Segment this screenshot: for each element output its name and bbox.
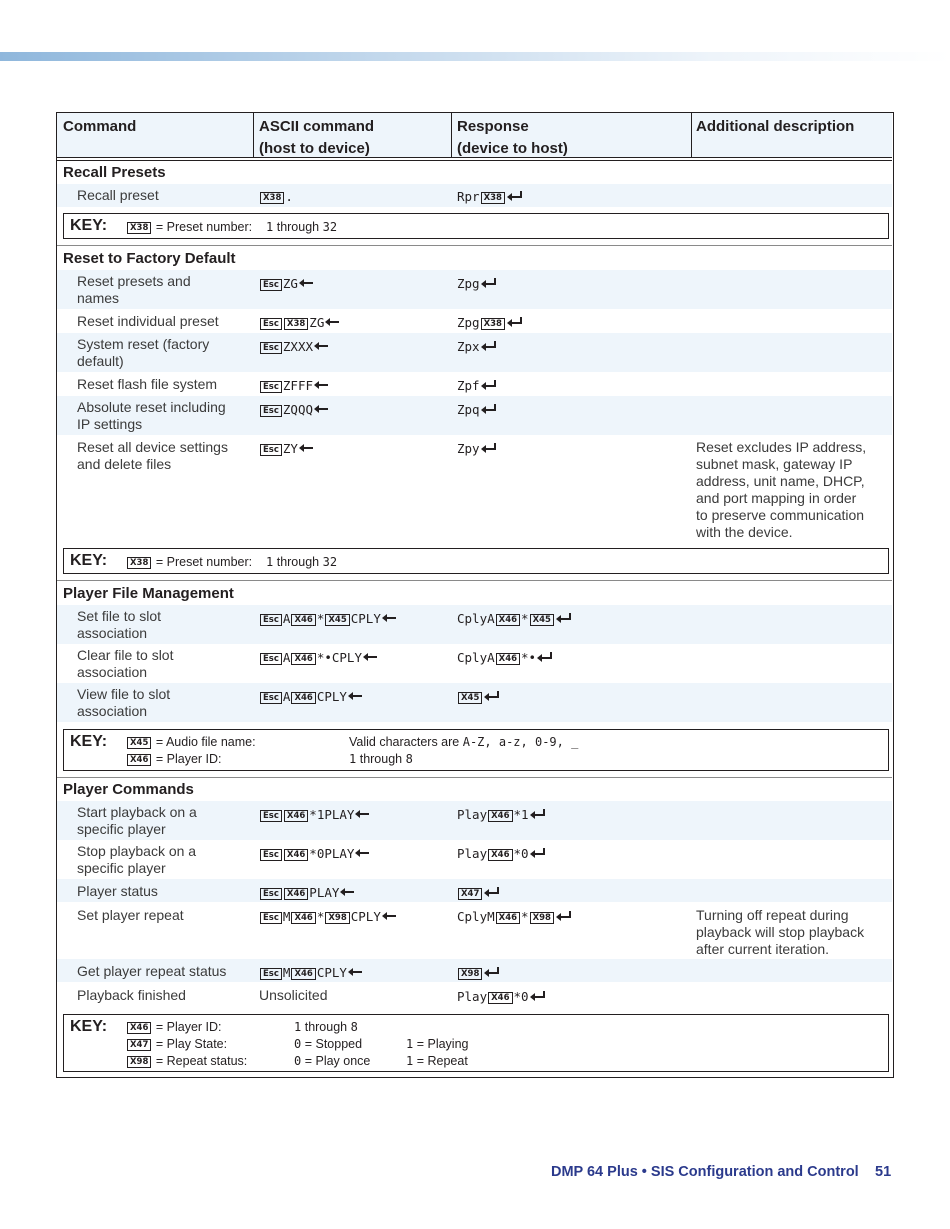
return-icon	[530, 809, 545, 819]
key-label: KEY:	[70, 1018, 108, 1035]
key-text: = Audio file name:	[155, 735, 256, 749]
row-start-playback-label: Start playback on a specific player	[77, 804, 197, 837]
return-icon	[484, 887, 499, 897]
var-x38: X38	[284, 318, 308, 330]
response-text: *	[521, 909, 529, 924]
description-reset-all: Reset excludes IP address, subnet mask, gateway IP address, unit name, DHCP, and port mapping in order to preserve communication with the device.	[696, 439, 867, 540]
key-value: 1	[349, 752, 357, 766]
var-x98: X98	[458, 968, 482, 980]
left-arrow-icon	[299, 444, 313, 452]
key-text: = Repeat status:	[155, 1054, 248, 1068]
response-playback-finished	[457, 988, 545, 1005]
ascii-text: PLAY	[309, 885, 340, 900]
var-x46: X46	[496, 912, 520, 924]
key-text: = Play State:	[155, 1037, 228, 1051]
var-x46: X46	[284, 849, 308, 861]
var-x98: X98	[127, 1056, 151, 1068]
key-value: 8	[405, 752, 413, 766]
esc-key: Esc	[260, 888, 282, 900]
var-x46: X46	[291, 912, 315, 924]
return-icon	[530, 991, 545, 1001]
response-text: Play	[457, 807, 488, 822]
row-reset-all-label: Reset all device settings and delete files	[77, 439, 228, 472]
ascii-clear-file-slot	[259, 649, 377, 666]
response-reset-flash	[457, 377, 496, 394]
esc-key: Esc	[260, 318, 282, 330]
var-x46: X46	[291, 653, 315, 665]
key-stopped	[294, 1036, 362, 1053]
var-x46: X46	[496, 653, 520, 665]
ascii-text: ZXXX	[282, 339, 314, 354]
row-get-player-repeat-label: Get player repeat status	[77, 963, 227, 979]
esc-key: Esc	[260, 849, 282, 861]
ascii-recall-preset	[259, 188, 293, 205]
var-x98: X98	[530, 912, 554, 924]
ascii-stop-playback	[259, 845, 369, 862]
ascii-reset-flash	[259, 377, 328, 394]
key-preset-range	[266, 219, 337, 236]
ascii-reset-all	[259, 440, 313, 457]
var-x46: X46	[127, 754, 151, 766]
key-text: = Preset number:	[155, 555, 253, 569]
response-text: Play	[457, 846, 488, 861]
response-text: CplyM	[457, 909, 495, 924]
response-set-player-repeat	[457, 908, 571, 925]
ascii-text: *	[316, 909, 325, 924]
key-text: = Stopped	[304, 1037, 363, 1051]
esc-key: Esc	[260, 810, 282, 822]
left-arrow-icon	[314, 405, 328, 413]
response-reset-individual	[457, 314, 522, 331]
response-get-player-repeat	[457, 964, 499, 981]
response-recall-preset	[457, 188, 522, 205]
ascii-text: *1PLAY	[309, 807, 355, 822]
response-text: Play	[457, 989, 488, 1004]
row-set-file-slot-label: Set file to slot association	[77, 608, 162, 641]
column-divider	[253, 113, 254, 157]
section-reset-factory-default: Reset to Factory Default	[63, 250, 236, 267]
response-start-playback	[457, 806, 545, 823]
key-text: = Repeat	[416, 1054, 468, 1068]
left-arrow-icon	[382, 614, 396, 622]
key-box-player-commands	[63, 1014, 889, 1072]
ascii-text: A	[282, 611, 291, 626]
section-recall-presets: Recall Presets	[63, 164, 166, 181]
var-x38: X38	[127, 222, 151, 234]
var-x47: X47	[458, 888, 482, 900]
row-set-player-repeat-label: Set player repeat	[77, 907, 184, 923]
key-value: 32	[322, 220, 338, 234]
row-playback-finished-label: Playback finished	[77, 987, 186, 1003]
esc-key: Esc	[260, 692, 282, 704]
var-x46: X46	[488, 849, 512, 861]
left-arrow-icon	[314, 342, 328, 350]
ascii-text: M	[282, 965, 291, 980]
key-value: A-Z, a-z, 0-9, _	[462, 735, 579, 749]
table-header	[57, 113, 892, 158]
key-text: through	[359, 752, 403, 766]
var-x45: X45	[530, 614, 554, 626]
ascii-player-status	[259, 884, 354, 901]
var-x46: X46	[496, 614, 520, 626]
ascii-reset-individual	[259, 314, 339, 331]
key-value: 0	[294, 1037, 302, 1051]
response-text: Zpy	[457, 441, 480, 456]
header-response-line2: (device to host)	[457, 140, 568, 157]
key-label: KEY:	[70, 733, 108, 750]
key-preset-number	[126, 219, 252, 236]
ascii-text: A	[282, 650, 291, 665]
header-ascii-command	[259, 116, 374, 160]
var-x46: X46	[488, 810, 512, 822]
var-x47: X47	[127, 1039, 151, 1051]
key-text: = Play once	[304, 1054, 371, 1068]
response-text: *0	[513, 989, 529, 1004]
description-set-repeat: Turning off repeat during playback will stop playback after current iteration.	[696, 907, 865, 957]
key-value: 1	[266, 555, 274, 569]
response-text: *	[521, 611, 529, 626]
response-text: Zpf	[457, 378, 480, 393]
row-absolute-reset-label: Absolute reset including IP settings	[77, 399, 226, 432]
return-icon	[507, 191, 522, 201]
return-icon	[481, 443, 496, 453]
header-double-rule	[57, 157, 892, 161]
key-value: 1	[294, 1020, 302, 1034]
key-play-once	[294, 1053, 370, 1070]
key-text: = Preset number:	[155, 220, 253, 234]
section-player-file-management: Player File Management	[63, 585, 234, 602]
left-arrow-icon	[325, 318, 339, 326]
key-player-id	[126, 1019, 222, 1036]
ascii-text: CPLY	[350, 611, 381, 626]
response-set-file-slot	[457, 610, 571, 627]
key-value: 0	[294, 1054, 302, 1068]
var-x38: X38	[127, 557, 151, 569]
ascii-get-player-repeat	[259, 964, 362, 981]
return-icon	[481, 278, 496, 288]
ascii-text: A	[282, 689, 291, 704]
header-response-line1: Response	[457, 118, 529, 135]
key-text: = Player ID:	[155, 1020, 222, 1034]
ascii-set-player-repeat	[259, 908, 396, 925]
var-x38: X38	[481, 318, 505, 330]
esc-key: Esc	[260, 653, 282, 665]
response-player-status	[457, 884, 499, 901]
left-arrow-icon	[348, 968, 362, 976]
var-x46: X46	[488, 992, 512, 1004]
return-icon	[537, 652, 552, 662]
key-value: 1	[266, 220, 274, 234]
var-x45: X45	[325, 614, 349, 626]
key-preset-range	[266, 554, 337, 571]
ascii-text: CPLY	[350, 909, 381, 924]
key-value: 1	[406, 1037, 414, 1051]
response-reset-all	[457, 440, 496, 457]
key-box-reset	[63, 548, 889, 574]
ascii-text: *•CPLY	[316, 650, 362, 665]
esc-key: Esc	[260, 912, 282, 924]
response-reset-presets	[457, 275, 496, 292]
return-icon	[481, 404, 496, 414]
section-player-commands: Player Commands	[63, 781, 194, 798]
esc-key: Esc	[260, 444, 282, 456]
left-arrow-icon	[382, 912, 396, 920]
row-reset-individual-label: Reset individual preset	[77, 313, 219, 329]
page-number: 51	[875, 1164, 892, 1180]
response-text: Zpq	[457, 402, 480, 417]
response-view-file-slot	[457, 688, 499, 705]
var-x46: X46	[127, 1022, 151, 1034]
section-divider	[57, 777, 892, 778]
key-text: Valid characters are	[349, 735, 460, 749]
left-arrow-icon	[363, 653, 377, 661]
header-gradient-bar	[0, 52, 950, 61]
ascii-text: ZY	[282, 441, 298, 456]
row-system-reset-label: System reset (factory default)	[77, 336, 210, 369]
key-value: 32	[322, 555, 338, 569]
sis-command-table	[56, 112, 894, 1078]
left-arrow-icon	[348, 692, 362, 700]
return-icon	[481, 380, 496, 390]
header-response	[457, 116, 568, 160]
var-x38: X38	[260, 192, 284, 204]
left-arrow-icon	[340, 888, 354, 896]
ascii-view-file-slot	[259, 688, 362, 705]
key-preset-number	[126, 554, 252, 571]
ascii-start-playback	[259, 806, 369, 823]
response-system-reset	[457, 338, 496, 355]
esc-key: Esc	[260, 381, 282, 393]
ascii-playback-finished: Unsolicited	[259, 987, 328, 1003]
ascii-text: ZG	[282, 276, 298, 291]
var-x45: X45	[458, 692, 482, 704]
var-x46: X46	[291, 692, 315, 704]
key-value: 8	[350, 1020, 358, 1034]
footer-title: DMP 64 Plus • SIS Configuration and Control	[551, 1164, 859, 1180]
row-recall-preset-label: Recall preset	[77, 187, 159, 203]
response-clear-file-slot	[457, 649, 552, 666]
ascii-text: M	[282, 909, 291, 924]
esc-key: Esc	[260, 968, 282, 980]
esc-key: Esc	[260, 279, 282, 291]
key-text: through	[276, 555, 320, 569]
return-icon	[481, 341, 496, 351]
ascii-text: *0PLAY	[309, 846, 355, 861]
response-text: Zpx	[457, 339, 480, 354]
row-reset-presets-label: Reset presets and names	[77, 273, 191, 306]
key-label: KEY:	[70, 217, 108, 234]
esc-key: Esc	[260, 614, 282, 626]
key-box-player-file	[63, 729, 889, 771]
ascii-system-reset	[259, 338, 328, 355]
ascii-absolute-reset	[259, 401, 328, 418]
left-arrow-icon	[355, 810, 369, 818]
key-text: = Player ID:	[155, 752, 222, 766]
response-text: Zpg	[457, 276, 480, 291]
var-x38: X38	[481, 192, 505, 204]
section-divider	[57, 245, 892, 246]
ascii-text: ZG	[309, 315, 325, 330]
key-value: 1	[406, 1054, 414, 1068]
key-playing	[406, 1036, 469, 1053]
response-absolute-reset	[457, 401, 496, 418]
column-divider	[451, 113, 452, 157]
return-icon	[507, 317, 522, 327]
header-additional-description: Additional description	[696, 118, 855, 135]
key-play-state	[126, 1036, 227, 1053]
return-icon	[484, 691, 499, 701]
response-text: *0	[513, 846, 529, 861]
key-repeat-status	[126, 1053, 247, 1070]
response-text: CplyA	[457, 611, 495, 626]
return-icon	[484, 967, 499, 977]
key-text: through	[304, 1020, 348, 1034]
left-arrow-icon	[299, 279, 313, 287]
key-player-id	[126, 751, 222, 768]
row-player-status-label: Player status	[77, 883, 158, 899]
var-x45: X45	[127, 737, 151, 749]
ascii-text: CPLY	[316, 689, 347, 704]
response-text: CplyA	[457, 650, 495, 665]
left-arrow-icon	[355, 849, 369, 857]
return-icon	[556, 613, 571, 623]
row-stop-playback-label: Stop playback on a specific player	[77, 843, 197, 876]
header-command: Command	[63, 118, 137, 135]
header-ascii-line1: ASCII command	[259, 118, 375, 135]
key-text: through	[276, 220, 320, 234]
key-repeat	[406, 1053, 468, 1070]
var-x98: X98	[325, 912, 349, 924]
row-clear-file-slot-label: Clear file to slot association	[77, 647, 174, 680]
var-x46: X46	[291, 968, 315, 980]
esc-key: Esc	[260, 405, 282, 417]
return-icon	[530, 848, 545, 858]
key-valid-characters	[349, 734, 578, 751]
ascii-text: ZQQQ	[282, 402, 314, 417]
var-x46: X46	[284, 888, 308, 900]
key-player-range	[349, 751, 413, 768]
row-reset-flash-label: Reset flash file system	[77, 376, 218, 392]
column-divider	[691, 113, 692, 157]
key-box-recall	[63, 213, 889, 239]
return-icon	[556, 911, 571, 921]
key-audio-file-name	[126, 734, 256, 751]
response-text: *•	[521, 650, 537, 665]
ascii-text: .	[285, 189, 293, 204]
row-view-file-slot-label: View file to slot association	[77, 686, 171, 719]
var-x46: X46	[284, 810, 308, 822]
ascii-set-file-slot	[259, 610, 396, 627]
ascii-text: ZFFF	[282, 378, 314, 393]
response-text: Rpr	[457, 189, 480, 204]
ascii-text: CPLY	[316, 965, 347, 980]
section-divider	[57, 580, 892, 581]
ascii-text: *	[316, 611, 325, 626]
key-player-range	[294, 1019, 358, 1036]
key-label: KEY:	[70, 552, 108, 569]
response-stop-playback	[457, 845, 545, 862]
left-arrow-icon	[314, 381, 328, 389]
response-text: Zpg	[457, 315, 480, 330]
response-text: *1	[513, 807, 529, 822]
key-text: = Playing	[416, 1037, 469, 1051]
esc-key: Esc	[260, 342, 282, 354]
header-ascii-line2: (host to device)	[259, 140, 370, 157]
var-x46: X46	[291, 614, 315, 626]
ascii-reset-presets	[259, 275, 313, 292]
